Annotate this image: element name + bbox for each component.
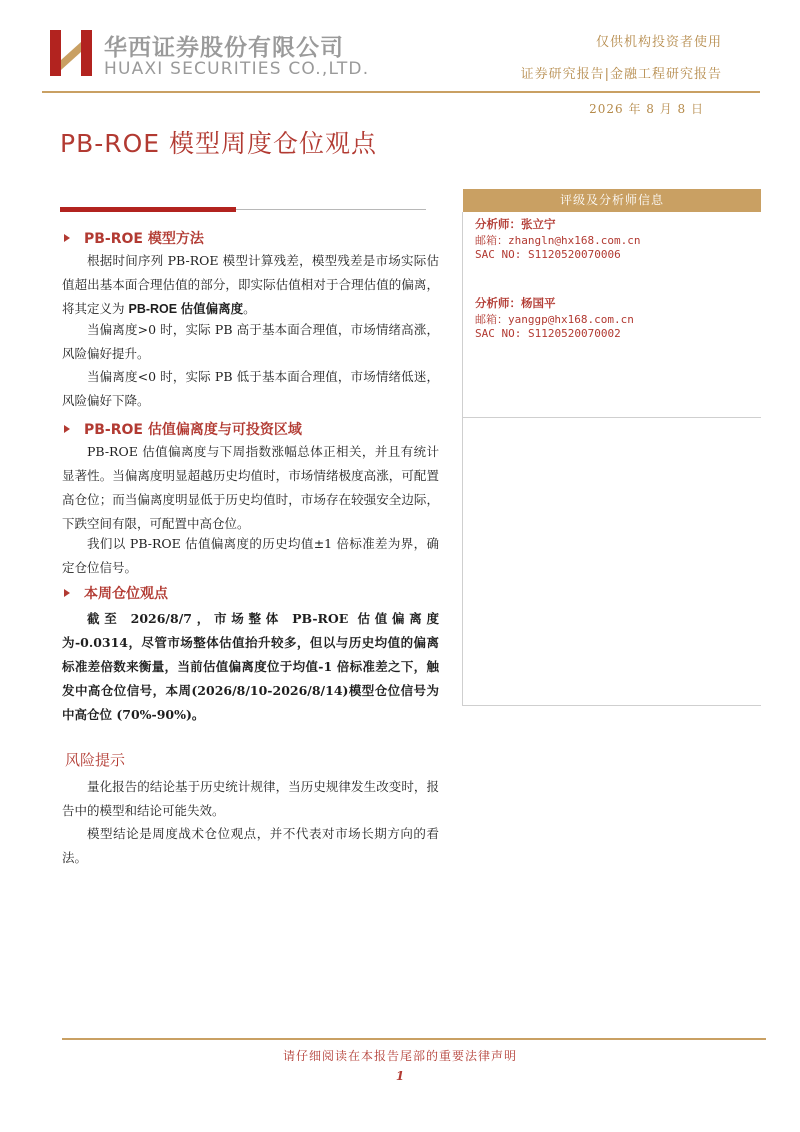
section-heading-method: PB-ROE 模型方法: [64, 228, 204, 248]
page-number: 1: [395, 1069, 405, 1083]
paragraph-weekly-view: 截至 2026/8/7，市场整体 PB-ROE 估值偏离度为-0.0314，尽管市场整体估值抬升较多，但以与历史均值的偏离标准差倍数来衡量，当前估值偏离度位于均值-1 倍标准差之下，触发中高仓位信号，本周(2026/8/10-2026/8/14)模型仓位信号为中高仓位 (70%-90%)。: [62, 611, 439, 722]
analyst-2-name: 分析师：杨国平: [475, 296, 556, 310]
bullet-triangle-icon: [64, 425, 70, 433]
panel-left-border: [462, 212, 463, 706]
analyst-1-email[interactable]: 邮箱：zhangln@hx168.com.cn: [475, 234, 641, 247]
paragraph-deviation-2: 我们以 PB-ROE 估值偏离度的历史均值±1 倍标准差为界，确定仓位信号。: [62, 536, 439, 575]
section-heading-weekly-view: 本周仓位观点: [64, 583, 168, 603]
analyst-panel-heading: 评级及分析师信息: [463, 189, 761, 212]
analyst-2-sac: SAC NO: S1120520070002: [475, 327, 621, 340]
company-name-en: HUAXI SECURITIES CO.,LTD.: [104, 59, 370, 79]
paragraph-method-1: 根据时间序列 PB-ROE 模型计算残差，模型残差是市场实际估值超出基本面合理估值的部分，即实际估值相对于合理估值的偏离，将其定义为 PB-ROE 估值偏离度。: [62, 253, 439, 316]
company-name-cn: 华西证券股份有限公司: [104, 35, 344, 61]
panel-divider: [463, 417, 761, 418]
section-rule: [236, 209, 426, 210]
paragraph-method-2: 当偏离度>0 时，实际 PB 高于基本面合理值，市场情绪高涨，风险偏好提升。: [62, 322, 439, 361]
bullet-triangle-icon: [64, 234, 70, 242]
footer-divider: [62, 1038, 766, 1040]
analyst-1-sac: SAC NO: S1120520070006: [475, 248, 621, 261]
section-accent-bar: [60, 207, 236, 212]
key-term: PB-ROE 估值偏离度: [128, 302, 244, 316]
analyst-1-name: 分析师：张立宁: [475, 217, 556, 231]
company-logo-icon: [50, 30, 94, 76]
section-heading-deviation: PB-ROE 估值偏离度与可投资区域: [64, 419, 302, 439]
risk-paragraph-1: 量化报告的结论基于历史统计规律，当历史规律发生改变时，报告中的模型和结论可能失效。: [62, 779, 439, 818]
bullet-triangle-icon: [64, 589, 70, 597]
panel-bottom-rule: [463, 705, 761, 706]
paragraph-method-3: 当偏离度<0 时，实际 PB 低于基本面合理值，市场情绪低迷，风险偏好下降。: [62, 369, 439, 408]
audience-note: 仅供机构投资者使用: [595, 35, 722, 50]
report-date: 2026 年 8 月 8 日: [589, 102, 704, 116]
header-divider: [42, 91, 760, 93]
analyst-info-panel: [463, 189, 761, 706]
risk-heading: 风险提示: [65, 751, 126, 769]
risk-paragraph-2: 模型结论是周度战术仓位观点，并不代表对市场长期方向的看法。: [62, 826, 439, 865]
paragraph-deviation-1: PB-ROE 估值偏离度与下周指数涨幅总体正相关，并且有统计显著性。当偏离度明显超越历史均值时，市场情绪极度高涨，可配置高仓位；而当偏离度明显低于历史均值时，市场存在较强安全边际，下跌空间有限，可配置中高仓位。: [62, 444, 439, 531]
report-category: 证券研究报告|金融工程研究报告: [520, 67, 722, 82]
legal-notice: 请仔细阅读在本报告尾部的重要法律声明: [282, 1049, 517, 1063]
report-title: PB-ROE 模型周度仓位观点: [60, 129, 378, 158]
analyst-2-email[interactable]: 邮箱：yanggp@hx168.com.cn: [475, 313, 634, 326]
